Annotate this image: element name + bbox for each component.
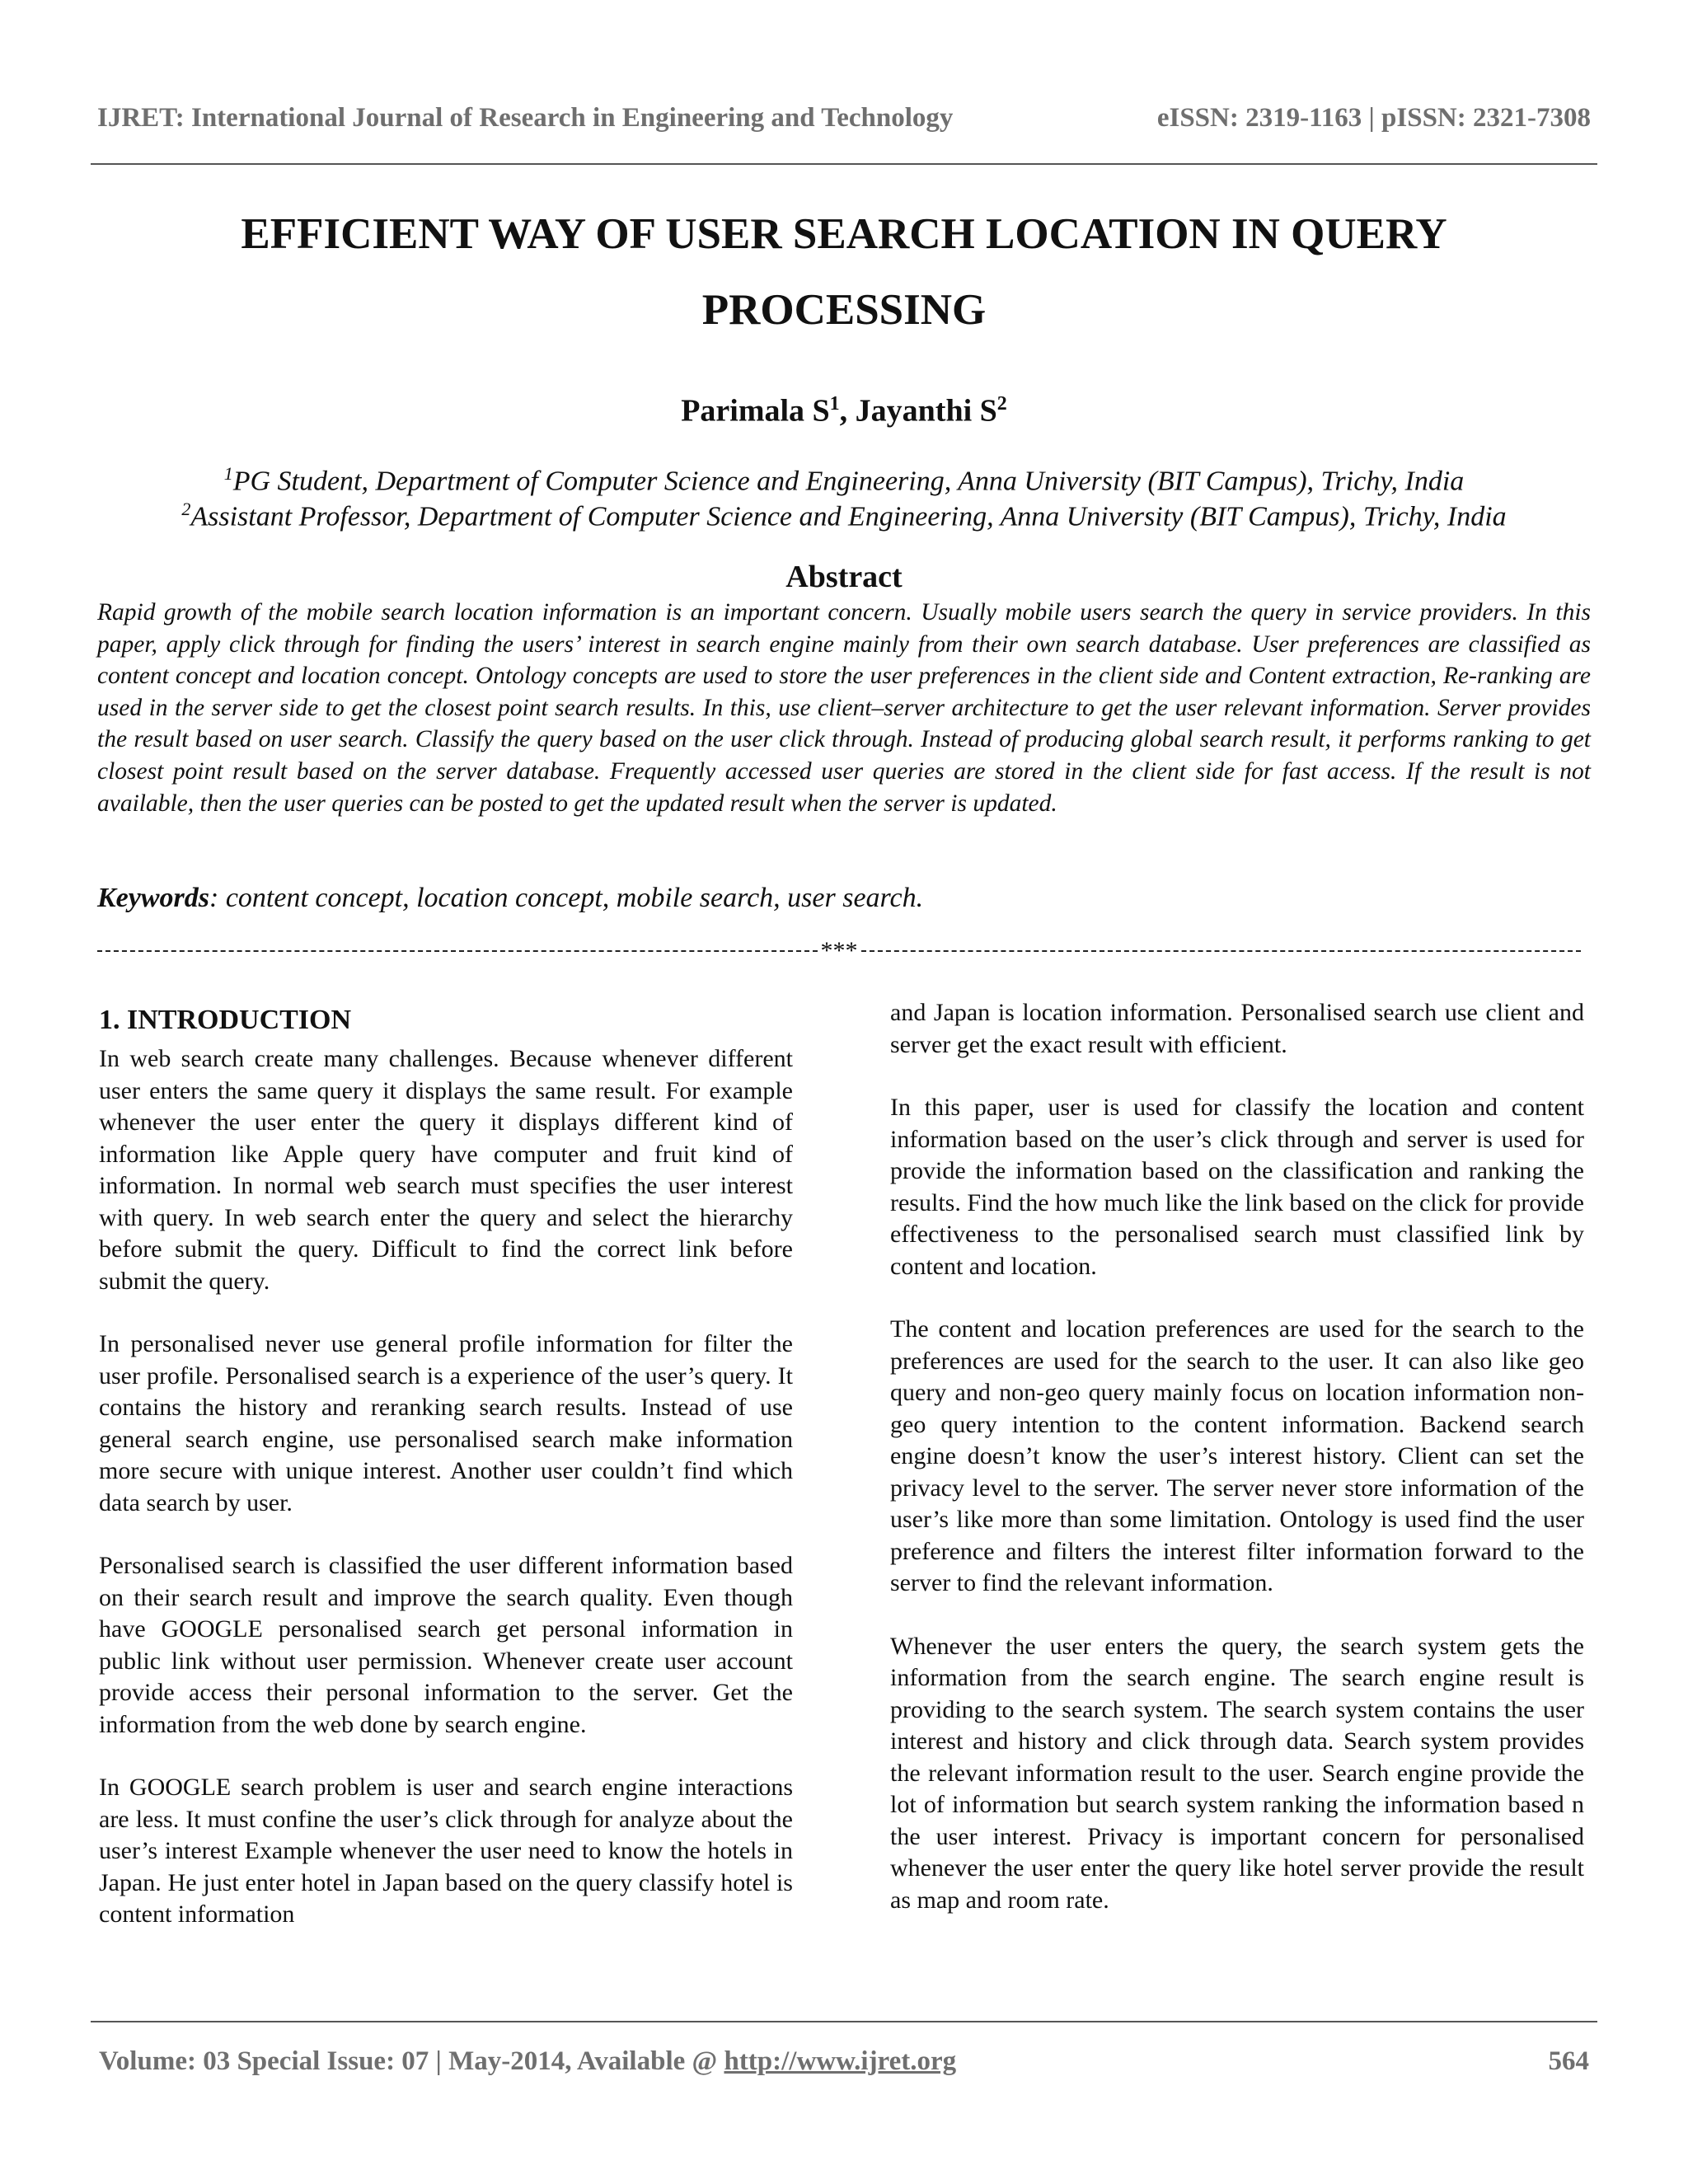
author-name: Jayanthi S [855,393,997,429]
abstract-body: Rapid growth of the mobile search location information is an important concern. Usually mobile users search the query in service providers. In this paper, apply click through for finding the users’ interest in search engine mainly from their own search database. User preferences are classified as content concept and location concept. Ontology concepts are used to store the user preferences in the client side and Content extraction, Re-ranking are used in the server side to get the closest point search results. In this, use client–server architecture to get the user relevant information. Server provides the result based on user search. Classify the query based on the user click through. Instead of producing global search result, it performs ranking to get closest point result based on the server database. Frequently accessed user queries are stored in the client side for fast access. If the result is not available, then the user queries can be posted to get the updated result when the server is updated. [97,599,1591,817]
body-paragraph: The content and location preferences are used for the search to the preferences are used for the search to the user. It can also like geo query and non-geo query mainly focus on location information non-geo query intention to the content information. Backend search engine doesn’t know the user’s interest history. Client can set the privacy level to the server. The server never store information of the user’s like more than some limitation. Ontology is used find the user preference and filters the interest filter information forward to the server to find the relevant information. [890,1315,1584,1596]
separator-dashes-left [97,950,818,952]
author-list [99,383,1589,432]
journal-website-link[interactable]: http://www.ijret.org [724,2046,957,2076]
author-name: Parimala S [681,393,830,429]
footer-divider [91,2021,1597,2022]
body-paragraph: In personalised never use general profile information for filter the user profile. Personalised search is a experience of the user’s query. It contains the history and reranking search results. Instead of use general search engine, use personalised search make information more secure with unique interest. Another user couldn’t find which data search by user. [99,1330,793,1516]
abstract-heading: Abstract [785,560,903,594]
title-line-2: PROCESSING [701,286,987,334]
affiliation-text: Assistant Professor, Department of Computer Science and Engineering, Anna University (BIT Campus), Trichy, India [190,501,1507,532]
body-paragraph: Personalised search is classified the user different information based on their search result and improve the search quality. Even though have GOOGLE personalised search get personal information in public link without user permission. Whenever create user account provide access their personal information to the server. Get the information from the web done by search engine. [99,1552,793,1738]
section-heading-introduction: 1. INTRODUCTION [99,1005,352,1035]
body-paragraph: In this paper, user is used for classify the location and content information based on the user’s click through and server is used for provide the information based on the classification and ranking the results. Find the how much like the link based on the click for provide effectiveness to the personalised search must classified link by content and location. [890,1094,1584,1280]
body-paragraph: Whenever the user enters the query, the search system gets the information from the search engine. The search engine result is providing to the search system. The search system contains the user interest and history and click through data. Search system provides the relevant information result to the user. Search engine provide the lot of information but search system ranking the information based n the user interest. Privacy is important concern for personalised whenever the user enter the query like hotel server provide the result as map and room rate. [890,1632,1584,1914]
author-superscript: 2 [996,393,1007,415]
author-superscript: 1 [829,393,840,415]
author-separator: , [839,393,856,429]
separator-dashes-right [861,950,1582,952]
keywords-label: Keywords [97,883,209,913]
affiliation-text: PG Student, Department of Computer Science and Engineering, Anna University (BIT Campus), Trichy, India [232,466,1465,497]
keywords-text: : content concept, location concept, mobile search, user search. [209,883,924,913]
separator-asterisks: *** [820,937,858,964]
page-number: 564 [1548,2046,1589,2076]
footer-volume-info [99,2046,956,2077]
affiliation-2 [91,491,1597,535]
title-line-1: EFFICIENT WAY OF USER SEARCH LOCATION IN QUERY [241,210,1447,258]
running-footer [99,2042,1589,2080]
journal-name: IJRET: International Journal of Research in Engineering and Technology [97,102,954,133]
affiliation-superscript: 2 [181,499,191,519]
right-column [890,997,1584,1916]
header-divider [91,163,1597,165]
affiliation-superscript: 1 [223,463,233,484]
body-paragraph: In GOOGLE search problem is user and search engine interactions are less. It must confine the user’s click through for analyze about the user’s interest Example whenever the user need to know the hotels in Japan. He just enter hotel in Japan based on the query classify hotel is content information [99,1774,793,1928]
keywords-line [97,880,1591,916]
body-paragraph: and Japan is location information. Personalised search use client and server get the exact result with efficient. [890,999,1584,1058]
footer-volume-text: Volume: 03 Special Issue: 07 | May-2014, Available @ [99,2046,724,2076]
section-separator [97,936,1581,966]
body-paragraph: In web search create many challenges. Because whenever different user enters the same query it displays the same result. For example whenever the user enter the query it displays different kind of information like Apple query have computer and fruit kind of information. In normal web search must specifies the user interest with query. In web search enter the query and select the hierarchy before submit the query. Difficult to find the correct link before submit the query. [99,1045,793,1295]
paper-title [99,196,1589,348]
running-header [97,97,1591,138]
issn-numbers: eISSN: 2319-1163 | pISSN: 2321-7308 [1156,102,1591,133]
left-column [99,997,793,1931]
